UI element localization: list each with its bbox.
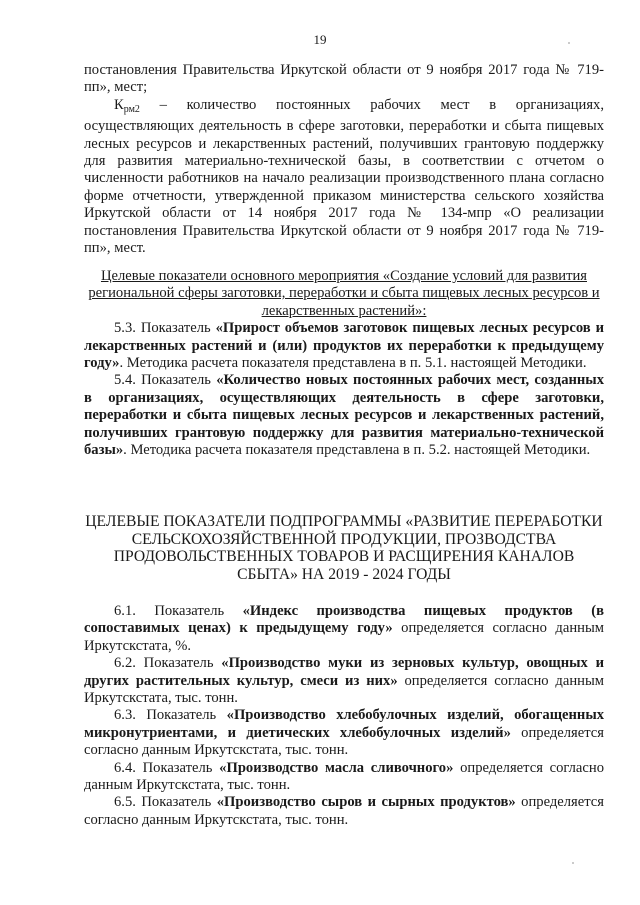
item-6-2-title: «Производство муки из зерновых культур, овощных и других растительных культур, смеси из них» bbox=[84, 655, 604, 689]
item-6-5 bbox=[84, 794, 604, 829]
kpm2-symbol: К bbox=[114, 96, 124, 113]
item-6-4 bbox=[84, 760, 604, 795]
kpm2-subscript: рм2 bbox=[123, 103, 140, 115]
page-number: 19 bbox=[313, 32, 327, 47]
item-6-1-suffix: определяется согласно данным Иркутскстата, %. bbox=[84, 620, 604, 654]
item-6-5-prefix: 6.5. Показатель bbox=[114, 794, 217, 811]
item-5-3-prefix: 5.3. Показатель bbox=[114, 320, 216, 337]
item-6-5-title: «Производство сыров и сырных продуктов» bbox=[216, 794, 516, 811]
scan-speck bbox=[568, 42, 570, 44]
item-6-1 bbox=[84, 603, 604, 655]
item-6-1-title: «Индекс производства пищевых продуктов (в сопоставимых ценах) к предыдущему году» bbox=[84, 603, 605, 637]
items-6-block bbox=[84, 603, 604, 829]
item-6-5-suffix: определяется согласно данным Иркутскстата, тыс. тонн. bbox=[84, 794, 604, 828]
item-6-3-prefix: 6.3. Показатель bbox=[114, 707, 227, 724]
item-5-4 bbox=[84, 372, 604, 459]
item-5-4-title: «Количество новых постоянных рабочих мест, созданных в организациях, осуществляющих деятельность в сфере заготовки, переработки и сбыта пищевых лесных ресурсов и лекарственных растений, получивших грантовую поддержку для развития материально-технической базы» bbox=[84, 372, 604, 459]
item-6-2-suffix: определяется согласно данным Иркутскстата, тыс. тонн. bbox=[84, 672, 604, 707]
item-6-2 bbox=[84, 655, 604, 707]
item-6-3 bbox=[84, 707, 604, 759]
item-5-4-suffix: . Методика расчета показателя представлена в п. 5.2. настоящей Методики. bbox=[123, 442, 591, 459]
item-6-2-prefix: 6.2. Показатель bbox=[114, 655, 222, 672]
kpm2-paragraph bbox=[84, 97, 604, 258]
kpm2-text: – количество постоянных рабочих мест в организациях, осуществляющих деятельность в сфере заготовки, переработки и сбыта пищевых лесных ресурсов и лекарственных растений, получивших грантовую поддержку для развития материально-технической базы, в соответствии с отчетом о численности работников на начало реализации производственного плана согласно форме отчетности, утвержденной приказом министерства сельского хозяйства Иркутской области от 14 ноября 2017 года № 134-мпр «О реализации постановления Правительства Иркутской области от 9 ноября 2017 года № 719-пп», мест. bbox=[84, 96, 604, 257]
item-5-3 bbox=[84, 320, 604, 372]
item-6-4-suffix: определяется согласно данным Иркутскстата, тыс. тонн. bbox=[84, 759, 604, 794]
item-6-3-suffix: определяется согласно данным Иркутскстата, тыс. тонн. bbox=[84, 724, 604, 759]
section-heading: ЦЕЛЕВЫЕ ПОКАЗАТЕЛИ ПОДПРОГРАММЫ «РАЗВИТИЕ ПЕРЕРАБОТКИ СЕЛЬСКОХОЗЯЙСТВЕННОЙ ПРОДУКЦИИ, ПРОЗВОДСТВА ПРОДОВОЛЬСТВЕННЫХ ТОВАРОВ И РАСЩИРЕНИЯ КАНАЛОВ СБЫТА» НА 2019 - 2024 ГОДЫ bbox=[85, 513, 603, 583]
item-6-3-title: «Производство хлебобулочных изделий, обогащенных микронутриентами, и диетических хлебобулочных изделий» bbox=[84, 707, 605, 741]
item-5-3-suffix: . Методика расчета показателя представлена в п. 5.1. настоящей Методики. bbox=[119, 355, 587, 372]
measure-block bbox=[84, 268, 604, 459]
intro-paragraph: постановления Правительства Иркутской области от 9 ноября 2017 года № 719-пп», мест; bbox=[84, 62, 604, 96]
scan-speck bbox=[572, 862, 574, 864]
item-6-4-title: «Производство масла сливочного» bbox=[219, 759, 454, 776]
item-5-3-title: «Прирост объемов заготовок пищевых лесных ресурсов и лекарственных растений и (или) продуктов их переработки к предыдущему году» bbox=[84, 320, 604, 372]
item-5-4-prefix: 5.4. Показатель bbox=[114, 372, 217, 389]
item-6-4-prefix: 6.4. Показатель bbox=[114, 759, 220, 776]
intro-block bbox=[84, 62, 604, 257]
underlined-heading: Целевые показатели основного мероприятия «Создание условий для развития региональной сферы заготовки, переработки и сбыта пищевых лесных ресурсов и лекарственных растений»: bbox=[88, 268, 600, 319]
item-6-1-prefix: 6.1. Показатель bbox=[114, 603, 243, 619]
